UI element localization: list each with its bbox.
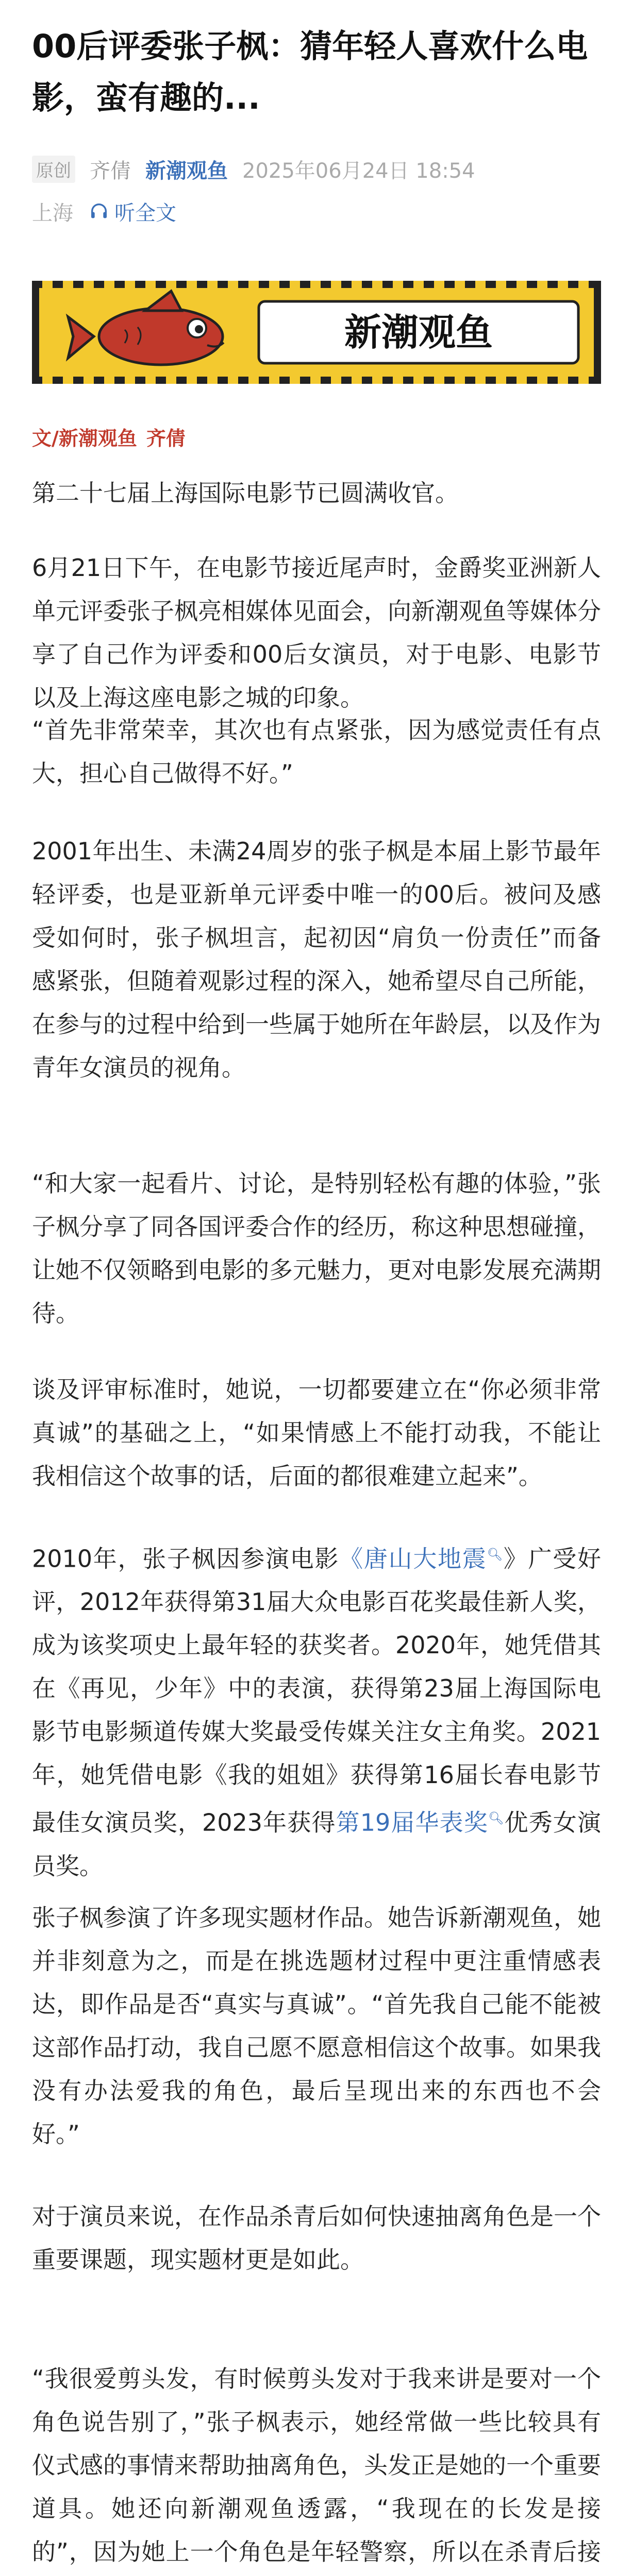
awards-text-2: 》广受好评，2012年获得第31届大众电影百花奖最佳新人奖，成为该奖项史上最年轻的获奖者。2020年，她凭借其在《再见，少年》中的表演，获得第23届上海国际电影节电影频道传媒大奖最受传媒关注女主角奖。2021年，她凭借电影《我的姐姐》获得第16届长春电影节最佳女演员奖，2023年获得	[32, 1545, 602, 1837]
brand-banner	[32, 281, 601, 384]
source-account[interactable]: 新潮观鱼	[145, 159, 228, 183]
article-paragraph: 第二十七届上海国际电影节已圆满收官。	[32, 479, 459, 507]
original-badge: 原创	[32, 156, 75, 183]
article-paragraph: 2001年出生、未满24周岁的张子枫是本届上影节最年轻评委，也是亚新单元评委中唯一的00后。被问及感受如何时，张子枫坦言，起初因“肩负一份责任”而备感紧张，但随着观影过程的深入，她希望尽自己所能，在参与的过程中给到一些属于她所在年龄层，以及作为青年女演员的视角。	[32, 837, 601, 1081]
article-paragraph: “和大家一起看片、讨论，是特别轻松有趣的体验，”张子枫分享了同各国评委合作的经历，称这种思想碰撞，让她不仅领略到电影的多元魅力，更对电影发展充满期待。	[32, 1170, 601, 1327]
location-label: 上海	[32, 201, 73, 225]
article-paragraph: 6月21日下午，在电影节接近尾声时，金爵奖亚洲新人单元评委张子枫亮相媒体见面会，向新潮观鱼等媒体分享了自己作为评委和00后女演员，对于电影、电影节以及上海这座电影之城的印象。	[32, 554, 601, 711]
article-meta	[32, 155, 475, 183]
headphones-icon	[89, 201, 109, 222]
article-title: 00后评委张子枫：猜年轻人喜欢什么电影，蛮有趣的...	[32, 27, 588, 116]
byline-author: 齐倩	[146, 427, 186, 450]
article-paragraph: 对于演员来说，在作品杀青后如何快速抽离角色是一个重要课题，现实题材更是如此。	[32, 2202, 601, 2274]
awards-text-1: 2010年，张子枫因参演电影	[32, 1545, 340, 1573]
award-link-huabiao[interactable]: 第19届华表奖	[336, 1808, 488, 1837]
article-paragraph: 谈及评审标准时，她说，一切都要建立在“你必须非常真诚”的基础之上，“如果情感上不能打动我，不能让我相信这个故事的话，后面的都很难建立起来”。	[32, 1376, 601, 1490]
banner-title: 新潮观鱼	[344, 311, 493, 354]
article-meta-secondary	[32, 196, 176, 227]
byline-source: 文/新潮观鱼	[32, 427, 137, 450]
listen-label: 听全文	[114, 201, 176, 225]
listen-button[interactable]	[89, 197, 176, 226]
author-name[interactable]: 齐倩	[90, 159, 131, 183]
search-icon[interactable]: 🔍︎	[487, 1547, 504, 1562]
film-link-tangshan[interactable]: 《唐山大地震	[339, 1545, 487, 1573]
publish-date: 2025年06月24日 18:54	[242, 159, 475, 183]
byline	[32, 422, 186, 451]
search-icon[interactable]: 🔍︎	[488, 1811, 505, 1826]
awards-text-3: 优秀女演员奖。	[32, 1808, 601, 1880]
article-paragraph: 张子枫参演了许多现实题材作品。她告诉新潮观鱼，她并非刻意为之，而是在挑选题材过程中更注重情感表达，即作品是否“真实与真诚”。“首先我自己能不能被这部作品打动，我自己愿不愿意相信这个故事。如果我没有办法爱我的角色，最后呈现出来的东西也不会好。”	[32, 1904, 601, 2148]
article-paragraph: “首先非常荣幸，其次也有点紧张，因为感觉责任有点大，担心自己做得不好。”	[32, 716, 601, 787]
article-paragraph: “我很爱剪头发，有时候剪头发对于我来讲是要对一个角色说告别了，”张子枫表示，她经常做一些比较具有仪式感的事情来帮助抽离角色，头发正是她的一个重要道具。她还向新潮观鱼透露，“我现在的长发是接的”，因为她上一个角色是年轻警察，所以在杀青后接	[32, 2365, 601, 2566]
awards-paragraph	[32, 1533, 601, 1888]
